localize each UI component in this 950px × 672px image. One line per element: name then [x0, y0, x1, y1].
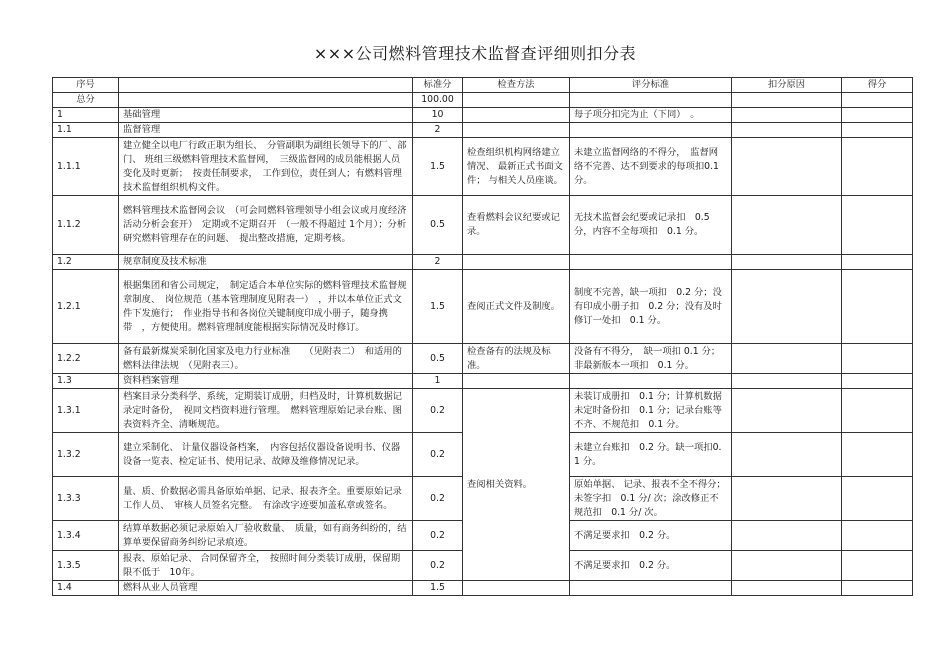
cell-reason: [732, 196, 842, 255]
cell-criteria: 未建立监督网络的不得分， 监督网络不完善、达不到要求的每项扣0.1 分。: [570, 138, 732, 196]
cell-item: 燃料管理技术监督网会议 （可会同燃料管理领导小组会议或月度经济活动分析会套开） 定期或不定期召开 （一般不得超过 1个月）；分析研究燃料管理存在的问题、 提出整改措施，定期考核。: [119, 196, 413, 255]
total-label: 总分: [53, 93, 119, 108]
cell-method: 查阅相关资料。: [463, 389, 570, 581]
table-row: [53, 389, 913, 433]
cell-reason: [732, 374, 842, 389]
cell-item: 建立采制化、 计量仪器设备档案， 内容包括仪器设备说明书、仪器设备一览表、检定证书、使用记录、故障及维修情况记录。: [119, 433, 413, 477]
cell-score: [842, 138, 913, 196]
cell-item: [119, 93, 413, 108]
cell-std: 1: [413, 374, 463, 389]
cell-reason: [732, 581, 842, 596]
header-reason: 扣分原因: [732, 78, 842, 93]
cell-criteria: 不满足要求扣 0.2 分。: [570, 551, 732, 581]
cell-num: 1.2.1: [53, 270, 119, 344]
cell-item: 根据集团和省公司规定， 制定适合本单位实际的燃料管理技术监督规章制度、 岗位规范（基本管理制度见附表一） ，并以本单位正式文件下发施行； 作业指导书和各岗位关键制度印成小册子，随身携带 ，方便使用。燃料管理制度能根据实际情况及时修订。: [119, 270, 413, 344]
cell-criteria: 每子项分扣完为止（下同） 。: [570, 108, 732, 123]
table-row: [53, 270, 913, 344]
cell-item: 监督管理: [119, 123, 413, 138]
cell-score: [842, 551, 913, 581]
cell-std: 1.5: [413, 138, 463, 196]
cell-num: 1.3.5: [53, 551, 119, 581]
cell-method: [463, 374, 570, 389]
cell-method: 查看燃料会议纪要或记录。: [463, 196, 570, 255]
header-num: 序号: [53, 78, 119, 93]
cell-num: 1.4: [53, 581, 119, 596]
cell-item: 备有最新煤炭采制化国家及电力行业标准 （见附表二） 和适用的燃料法律法规 （见附表三）。: [119, 344, 413, 374]
cell-reason: [732, 270, 842, 344]
cell-criteria: 制度不完善，缺一项扣 0.2 分；没有印成小册子扣 0.2 分；没有及时修订一处扣 0.1 分。: [570, 270, 732, 344]
header-row: [53, 78, 913, 93]
table-row: [53, 344, 913, 374]
cell-std: 0.2: [413, 477, 463, 521]
cell-score: [842, 477, 913, 521]
page-title: ×××公司燃料管理技术监督查评细则扣分表: [313, 44, 637, 63]
cell-num: 1: [53, 108, 119, 123]
cell-method: 检查备有的法规及标准。: [463, 344, 570, 374]
header-item: [119, 78, 413, 93]
cell-reason: [732, 344, 842, 374]
cell-method: [463, 123, 570, 138]
cell-criteria: 没备有不得分， 缺一项扣 0.1 分；非最新版本一项扣 0.1 分。: [570, 344, 732, 374]
cell-score: [842, 374, 913, 389]
header-std: 标准分: [413, 78, 463, 93]
cell-reason: [732, 123, 842, 138]
cell-method: 检查组织机构网络建立情况、 最新正式书面文件； 与相关人员座谈。: [463, 138, 570, 196]
cell-num: 1.1: [53, 123, 119, 138]
cell-score: [842, 255, 913, 270]
cell-std: 0.2: [413, 551, 463, 581]
cell-std: 1.5: [413, 270, 463, 344]
table-row: [53, 255, 913, 270]
cell-std: 1.5: [413, 581, 463, 596]
cell-score: [842, 270, 913, 344]
table-row: [53, 581, 913, 596]
header-criteria: 评分标准: [570, 78, 732, 93]
cell-std: 0.2: [413, 389, 463, 433]
cell-item: 燃料从业人员管理: [119, 581, 413, 596]
cell-reason: [732, 138, 842, 196]
cell-reason: [732, 389, 842, 433]
cell-num: 1.3: [53, 374, 119, 389]
cell-criteria: 无技术监督会纪要或记录扣 0.5 分，内容不全每项扣 0.1 分。: [570, 196, 732, 255]
cell-num: 1.2.2: [53, 344, 119, 374]
table-row: [53, 196, 913, 255]
cell-item: 档案目录分类科学、系统，定期装订成册，归档及时，计算机数据记录定时备份， 视同文档资料进行管理。 燃料管理原始记录台账、图表资料齐全、清晰规范。: [119, 389, 413, 433]
cell-std: 10: [413, 108, 463, 123]
cell-score: [842, 344, 913, 374]
cell-item: 报表、原始记录、 合同保留齐全， 按照时间分类装订成册，保留期限不低于 10年。: [119, 551, 413, 581]
cell-item: 建立健全以电厂行政正职为组长、 分管副职为副组长领导下的厂、部门、 班组三级燃料管理技术监督网， 三级监督网的成员能根据人员变化及时更新； 按责任制要求， 工作到位，责任到人；有燃料管理技术监督组织机构文件。: [119, 138, 413, 196]
cell-score: [842, 389, 913, 433]
cell-std: 0.2: [413, 433, 463, 477]
cell-num: 1.1.2: [53, 196, 119, 255]
cell-method: 查阅正式文件及制度。: [463, 270, 570, 344]
cell-num: 1.3.3: [53, 477, 119, 521]
score-table: [52, 77, 913, 596]
cell-criteria: [570, 581, 732, 596]
cell-item: 规章制度及技术标准: [119, 255, 413, 270]
cell-reason: [732, 551, 842, 581]
cell-num: 1.1.1: [53, 138, 119, 196]
cell-reason: [732, 477, 842, 521]
cell-score: [842, 521, 913, 551]
total-std: 100.00: [413, 93, 463, 108]
cell-criteria: [570, 374, 732, 389]
cell-score: [842, 581, 913, 596]
cell-std: 0.2: [413, 521, 463, 551]
cell-std: 2: [413, 123, 463, 138]
cell-reason: [732, 255, 842, 270]
header-method: 检查方法: [463, 78, 570, 93]
cell-criteria: 原始单据、 记录、报表不全不得分；未签字扣 0.1 分/ 次；涂改修正不规范扣 0.1 分/ 次。: [570, 477, 732, 521]
cell-reason: [732, 521, 842, 551]
header-score: 得分: [842, 78, 913, 93]
cell-score: [842, 123, 913, 138]
cell-reason: [732, 433, 842, 477]
cell-criteria: 不满足要求扣 0.2 分。: [570, 521, 732, 551]
table-row: [53, 108, 913, 123]
cell-method: [463, 255, 570, 270]
cell-std: 2: [413, 255, 463, 270]
cell-item: 结算单数据必须记录原始入厂验收数量、 质量，如有商务纠纷的，结算单要保留商务纠纷记录痕迹。: [119, 521, 413, 551]
cell-score: [842, 433, 913, 477]
cell-num: 1.3.2: [53, 433, 119, 477]
total-row: [53, 93, 913, 108]
cell-score: [842, 196, 913, 255]
cell-criteria: [570, 123, 732, 138]
cell-std: 0.5: [413, 344, 463, 374]
cell-num: 1.3.4: [53, 521, 119, 551]
table-row: [53, 123, 913, 138]
cell-std: 0.5: [413, 196, 463, 255]
cell-num: 1.2: [53, 255, 119, 270]
cell-item: 量、质、价数据必需具备原始单据、记录、报表齐全。重要原始记录工作人员、 审核人员签名完整。 有涂改字迹要加盖私章或签名。: [119, 477, 413, 521]
cell-criteria: 未装订成册扣 0.1 分；计算机数据未定时备份扣 0.1 分；记录台账等不齐、不规范扣 0.1 分。: [570, 389, 732, 433]
cell-score: [842, 108, 913, 123]
cell-item: 基础管理: [119, 108, 413, 123]
cell-reason: [732, 108, 842, 123]
cell-criteria: 未建立台账扣 0.2 分。缺一项扣0.1 分。: [570, 433, 732, 477]
cell-criteria: [570, 255, 732, 270]
table-row: [53, 374, 913, 389]
cell-method: [463, 581, 570, 596]
cell-num: 1.3.1: [53, 389, 119, 433]
table-row: [53, 138, 913, 196]
cell-item: 资料档案管理: [119, 374, 413, 389]
cell-method: [463, 108, 570, 123]
